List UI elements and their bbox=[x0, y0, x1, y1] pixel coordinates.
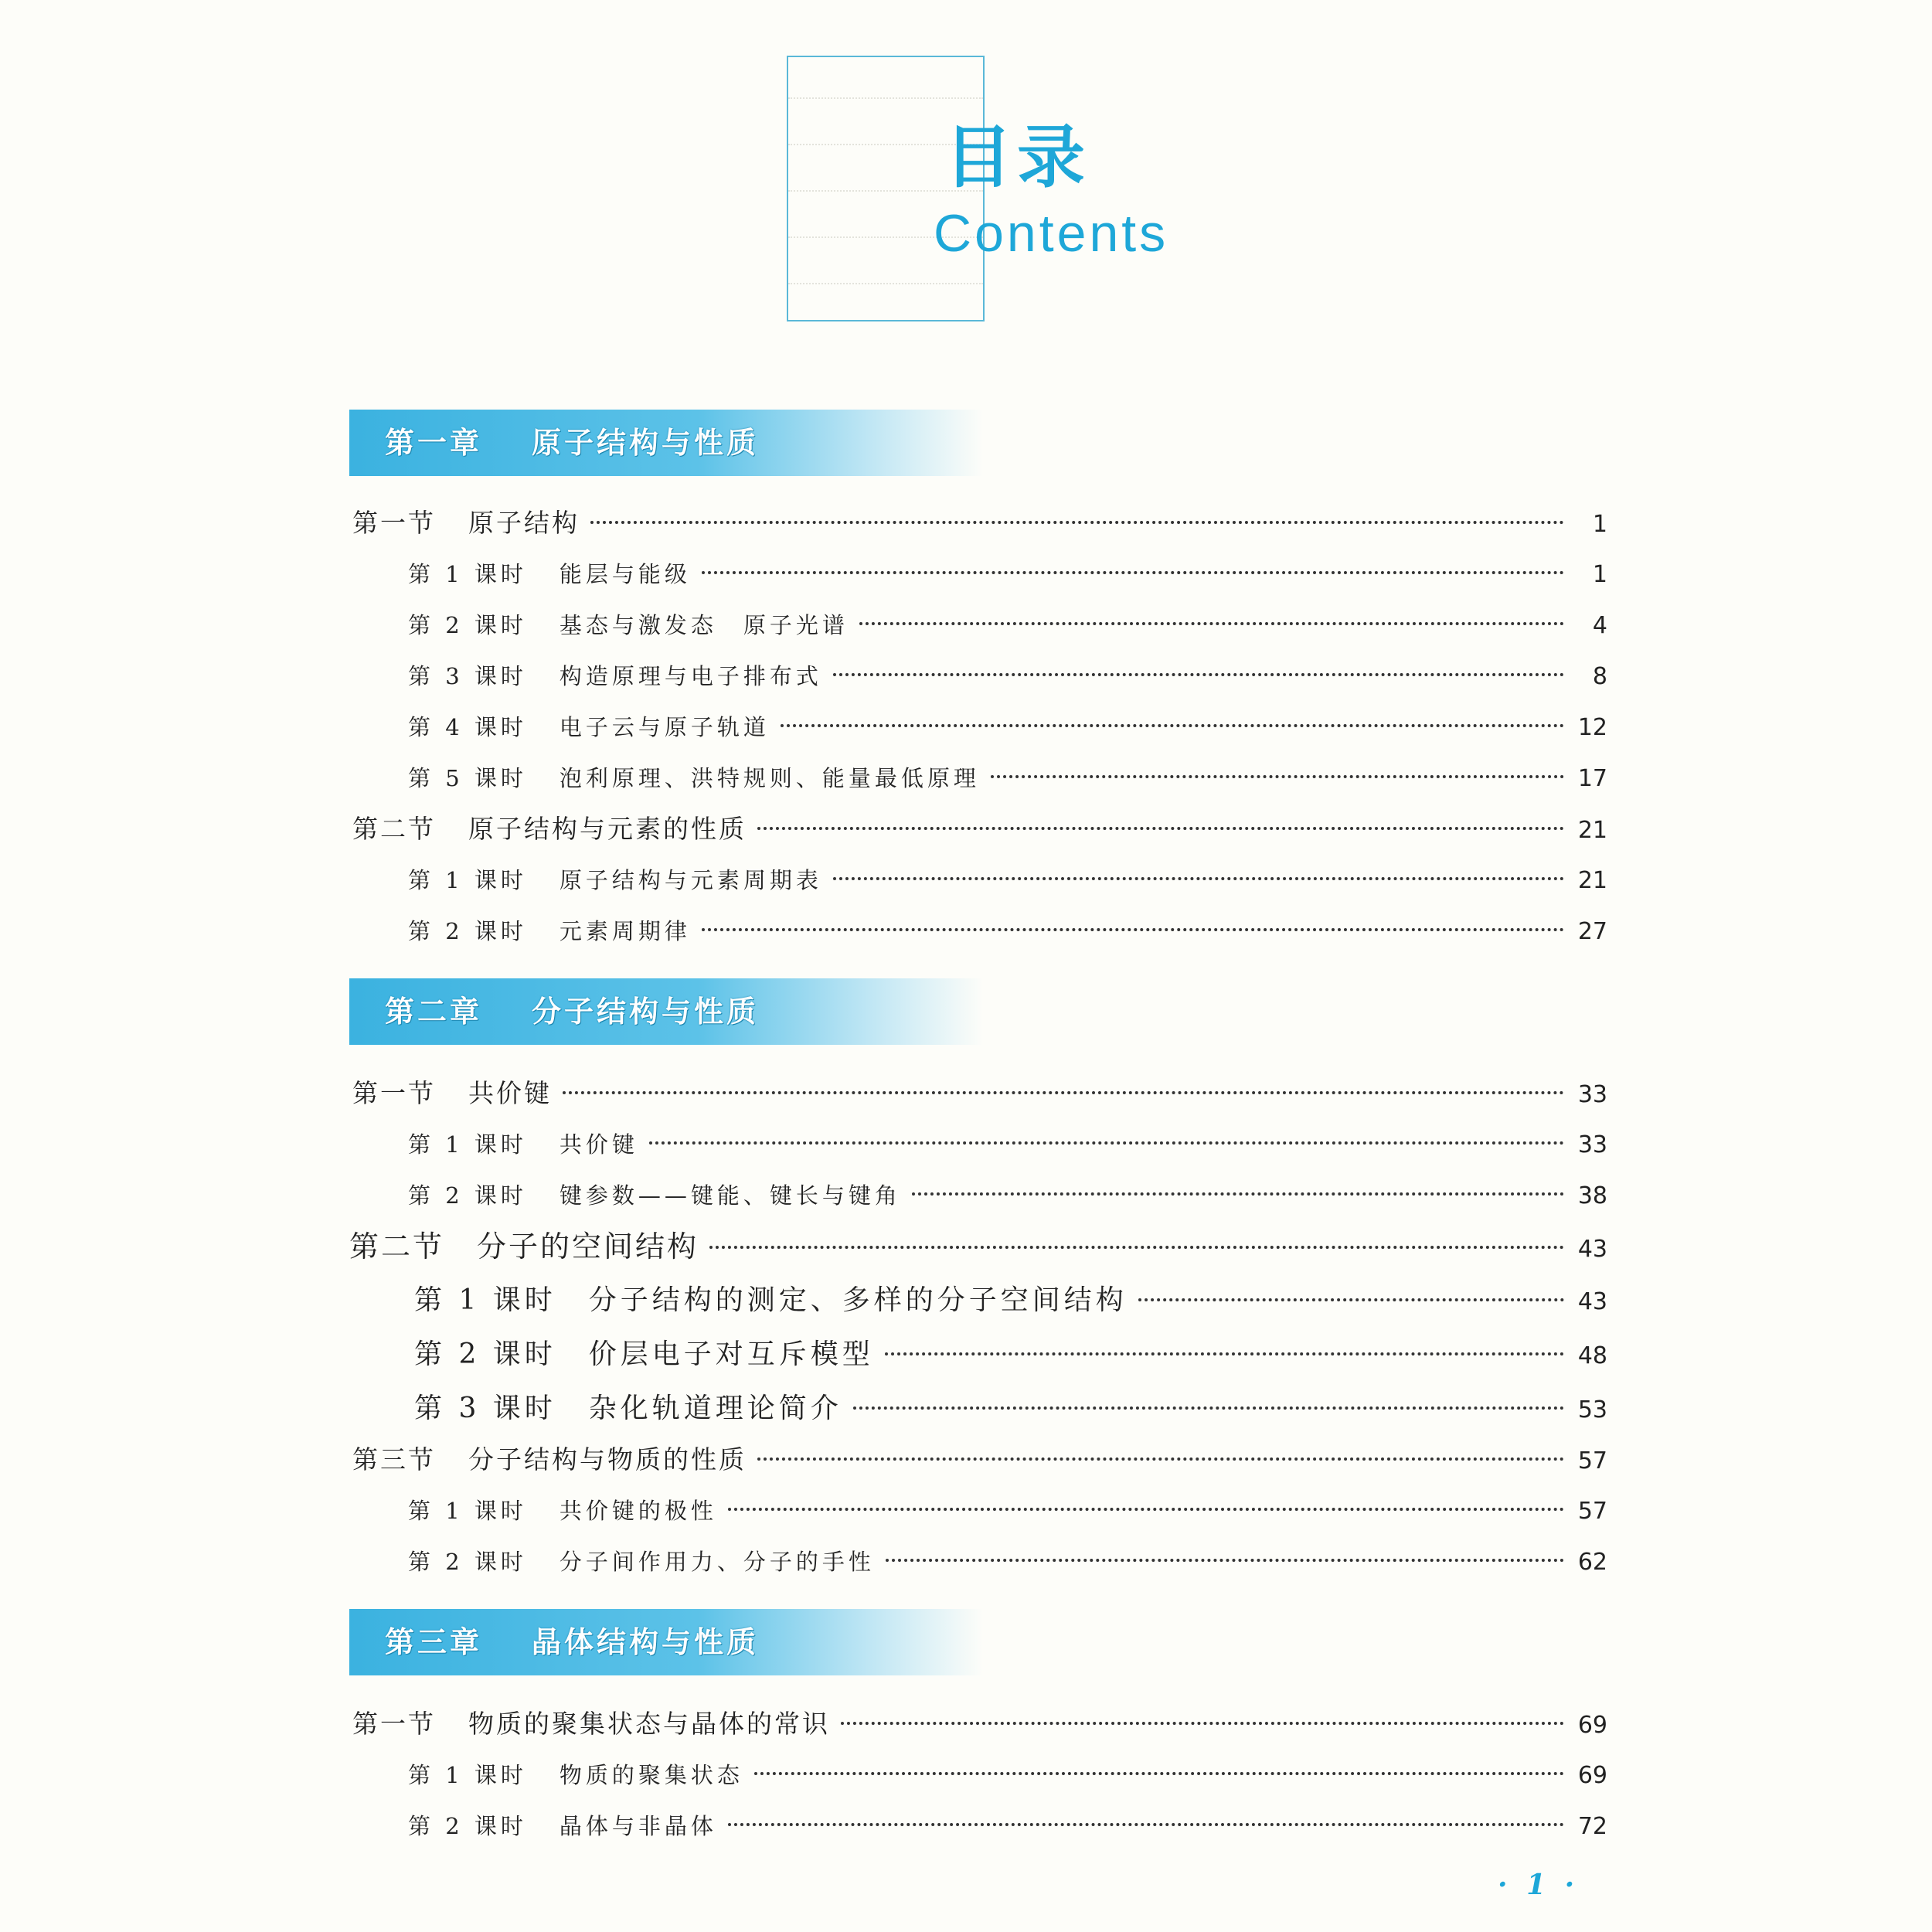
toc-entry[interactable] bbox=[352, 1074, 1607, 1113]
chapter-banner-3 bbox=[349, 1609, 983, 1675]
entry-title: 分子结构与物质的性质 bbox=[468, 1444, 747, 1475]
dot-leader bbox=[859, 622, 1564, 625]
entry-label: 第 3 课时 bbox=[414, 1393, 556, 1424]
entry-page: 57 bbox=[1577, 1498, 1607, 1525]
entry-title: 元素周期律 bbox=[559, 918, 691, 944]
entry-label: 第 5 课时 bbox=[408, 765, 527, 791]
toc-entry[interactable] bbox=[414, 1335, 1607, 1374]
entry-title: 分子的空间结构 bbox=[477, 1230, 699, 1264]
entry-label: 第一节 bbox=[352, 508, 436, 538]
chapter-banner-2 bbox=[349, 978, 983, 1045]
toc-entry[interactable] bbox=[408, 1756, 1607, 1794]
dot-leader bbox=[991, 775, 1564, 778]
entry-label: 第 2 课时 bbox=[408, 1182, 527, 1209]
entry-title: 分子间作用力、分子的手性 bbox=[559, 1549, 875, 1575]
dot-leader bbox=[853, 1406, 1564, 1410]
entry-title: 泡利原理、洪特规则、能量最低原理 bbox=[559, 765, 980, 791]
entry-page: 69 bbox=[1577, 1762, 1607, 1789]
entry-title: 原子结构与元素的性质 bbox=[468, 814, 747, 844]
chapter-banner-1 bbox=[349, 410, 983, 476]
entry-title: 构造原理与电子排布式 bbox=[559, 663, 822, 689]
entry-label: 第 2 课时 bbox=[414, 1338, 556, 1370]
entry-label: 第 2 课时 bbox=[408, 918, 527, 944]
entry-label: 第二节 bbox=[349, 1230, 445, 1264]
entry-label: 第 1 课时 bbox=[408, 1762, 527, 1788]
entry-title: 键参数——键能、键长与键角 bbox=[559, 1182, 901, 1209]
dot-leader bbox=[833, 877, 1564, 880]
dot-leader bbox=[886, 1559, 1564, 1562]
toc-entry[interactable] bbox=[352, 504, 1607, 543]
page-number: · 1 · bbox=[1498, 1869, 1580, 1901]
entry-title: 物质的聚集状态与晶体的常识 bbox=[468, 1709, 830, 1739]
entry-title: 基态与激发态 原子光谱 bbox=[559, 612, 849, 638]
entry-page: 1 bbox=[1592, 511, 1607, 538]
entry-page: 48 bbox=[1577, 1342, 1607, 1369]
toc-entry[interactable] bbox=[352, 810, 1607, 849]
entry-label: 第三节 bbox=[352, 1444, 436, 1475]
dot-leader bbox=[709, 1246, 1564, 1249]
entry-page: 8 bbox=[1592, 663, 1607, 690]
chapter-name: 分子结构与性质 bbox=[532, 995, 760, 1029]
dot-leader bbox=[728, 1508, 1564, 1511]
dot-leader bbox=[728, 1823, 1564, 1826]
entry-label: 第一节 bbox=[352, 1078, 436, 1108]
entry-page: 27 bbox=[1577, 918, 1607, 945]
entry-page: 33 bbox=[1577, 1131, 1607, 1158]
toc-entry[interactable] bbox=[408, 606, 1607, 645]
entry-page: 21 bbox=[1577, 817, 1607, 844]
entry-title: 电子云与原子轨道 bbox=[559, 714, 770, 740]
dot-leader bbox=[702, 928, 1564, 931]
toc-entry[interactable] bbox=[349, 1227, 1607, 1266]
entry-title: 晶体与非晶体 bbox=[559, 1813, 717, 1839]
dot-leader bbox=[649, 1141, 1564, 1145]
entry-page: 53 bbox=[1577, 1396, 1607, 1423]
entry-title: 物质的聚集状态 bbox=[559, 1762, 743, 1788]
toc-entry[interactable] bbox=[408, 1176, 1607, 1215]
entry-label: 第 2 课时 bbox=[408, 612, 527, 638]
toc-entry[interactable] bbox=[408, 657, 1607, 696]
entry-title: 杂化轨道理论简介 bbox=[588, 1393, 842, 1424]
entry-page: 69 bbox=[1577, 1712, 1607, 1739]
entry-page: 4 bbox=[1592, 612, 1607, 639]
entry-label: 第 1 课时 bbox=[408, 867, 527, 893]
entry-label: 第 4 课时 bbox=[408, 714, 527, 740]
entry-page: 43 bbox=[1577, 1236, 1607, 1263]
dot-leader bbox=[563, 1091, 1564, 1094]
dot-leader bbox=[757, 827, 1564, 830]
dot-leader bbox=[757, 1458, 1564, 1461]
title-cn: 目录 bbox=[944, 117, 1090, 197]
dot-leader bbox=[1138, 1298, 1564, 1301]
entry-page: 62 bbox=[1577, 1549, 1607, 1576]
entry-label: 第二节 bbox=[352, 814, 436, 844]
entry-title: 共价键的极性 bbox=[559, 1498, 717, 1524]
chapter-number: 第二章 bbox=[385, 995, 483, 1029]
entry-page: 21 bbox=[1577, 867, 1607, 894]
entry-page: 72 bbox=[1577, 1813, 1607, 1840]
entry-label: 第一节 bbox=[352, 1709, 436, 1739]
dot-leader bbox=[590, 521, 1564, 524]
entry-label: 第 2 课时 bbox=[408, 1549, 527, 1575]
toc-entry[interactable] bbox=[408, 1807, 1607, 1845]
toc-entry[interactable] bbox=[408, 708, 1607, 747]
entry-title: 原子结构与元素周期表 bbox=[559, 867, 822, 893]
dot-leader bbox=[833, 673, 1564, 676]
title-en: Contents bbox=[934, 204, 1169, 263]
entry-page: 33 bbox=[1577, 1081, 1607, 1108]
dot-leader bbox=[912, 1192, 1564, 1196]
toc-entry[interactable] bbox=[352, 1440, 1607, 1479]
entry-page: 12 bbox=[1577, 714, 1607, 741]
toc-entry[interactable] bbox=[414, 1281, 1607, 1320]
chapter-number: 第三章 bbox=[385, 1625, 483, 1659]
entry-page: 43 bbox=[1577, 1288, 1607, 1315]
entry-label: 第 1 课时 bbox=[408, 1131, 527, 1158]
entry-title: 共价键 bbox=[559, 1131, 638, 1158]
chapter-name: 晶体结构与性质 bbox=[532, 1625, 760, 1659]
entry-label: 第 1 课时 bbox=[408, 561, 527, 587]
entry-page: 17 bbox=[1577, 765, 1607, 792]
toc-entry[interactable] bbox=[408, 1125, 1607, 1164]
entry-title: 价层电子对互斥模型 bbox=[588, 1338, 874, 1370]
entry-title: 共价键 bbox=[468, 1078, 552, 1108]
dot-leader bbox=[702, 571, 1564, 574]
chapter-name: 原子结构与性质 bbox=[532, 426, 760, 460]
entry-page: 1 bbox=[1592, 561, 1607, 588]
toc-entry[interactable] bbox=[414, 1389, 1607, 1428]
toc-entry[interactable] bbox=[408, 912, 1607, 951]
chapter-number: 第一章 bbox=[385, 426, 483, 460]
dot-leader bbox=[754, 1772, 1564, 1775]
entry-label: 第 3 课时 bbox=[408, 663, 527, 689]
entry-page: 38 bbox=[1577, 1182, 1607, 1209]
dot-leader bbox=[841, 1722, 1564, 1725]
entry-title: 能层与能级 bbox=[559, 561, 691, 587]
toc-entry[interactable] bbox=[408, 1543, 1607, 1581]
toc-entry[interactable] bbox=[408, 861, 1607, 900]
toc-entry[interactable] bbox=[408, 759, 1607, 798]
entry-label: 第 2 课时 bbox=[408, 1813, 527, 1839]
toc-entry[interactable] bbox=[408, 1492, 1607, 1530]
entry-label: 第 1 课时 bbox=[408, 1498, 527, 1524]
entry-page: 57 bbox=[1577, 1447, 1607, 1475]
entry-title: 分子结构的测定、多样的分子空间结构 bbox=[588, 1284, 1128, 1316]
entry-title: 原子结构 bbox=[468, 508, 580, 538]
toc-entry[interactable] bbox=[352, 1705, 1607, 1743]
dot-leader bbox=[781, 724, 1564, 727]
toc-entry[interactable] bbox=[408, 555, 1607, 594]
dot-leader bbox=[885, 1352, 1564, 1355]
entry-label: 第 1 课时 bbox=[414, 1284, 556, 1316]
